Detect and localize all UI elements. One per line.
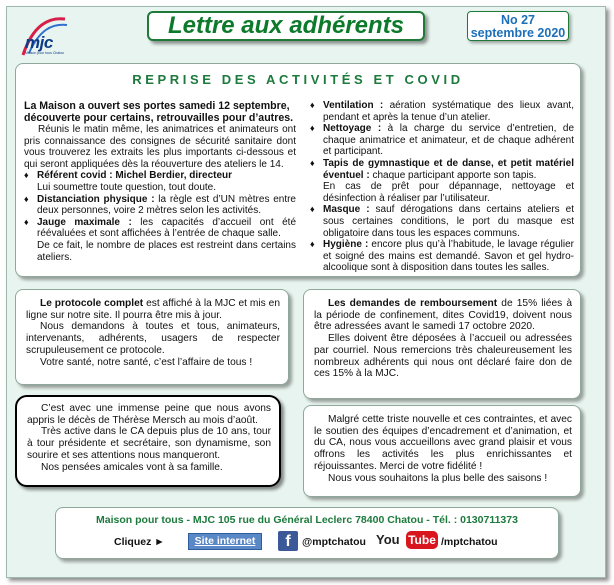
item-text: aération systématique des lieux avant, pendant et après la tenue d’un atelier. bbox=[323, 100, 574, 123]
item-sub: De ce fait, le nombre de places est restreint dans certains ateliers. bbox=[37, 239, 296, 263]
item-label: Hygiène : bbox=[323, 239, 369, 251]
item-text: les capacités d’accueil ont été réévaluées et sont affichées à l’entrée de chaque salle. bbox=[37, 216, 297, 240]
covid-item-nettoyage bbox=[310, 123, 574, 158]
item-text: chaque participant apporte son tapis. bbox=[369, 169, 537, 181]
malgre-p1: Malgré cette triste nouvelle et ces contraintes, et avec le soutien des équipes d’encadrement et d’animation, et du CA, nous vous accueillons avec grand plaisir et vous offrons les activités les plus enrichissantes et réjouissantes. Merci de votre fidélité ! bbox=[314, 414, 572, 472]
diamond-bullet-icon: ♦ bbox=[310, 239, 315, 250]
issue-number: No 27 bbox=[500, 13, 536, 27]
malgre-p2: Nous vous souhaitons la plus belle des saisons ! bbox=[328, 472, 548, 484]
footer-address: Maison pour tous - MJC 105 rue du Général Leclerc 78400 Chatou - Tél. : 0130711373 bbox=[96, 514, 518, 526]
item-text: sauf dérogations dans certains ateliers et sous certaines conditions, le port du masque est obligatoire dans tous les espaces communs. bbox=[323, 204, 574, 239]
protocole-p1-text: est affiché à la MJC et mis en ligne sur notre site. Il pourra être mis à jour. bbox=[26, 298, 280, 321]
covid-lead: La Maison a ouvert ses portes samedi 12 septembre, découverte pour certains, retrouvailles pour d’autres. bbox=[24, 100, 294, 124]
facebook-icon[interactable]: f bbox=[278, 531, 298, 551]
diamond-bullet-icon: ♦ bbox=[310, 204, 315, 215]
therese-text bbox=[27, 403, 271, 473]
item-text: la règle est d’UN mètres entre deux personnes, voire 2 mètres selon les activités. bbox=[37, 193, 296, 217]
mjc-logo bbox=[15, 15, 73, 57]
remboursement-p2: Elles doivent être déposées à l’accueil ou adressées par courriel. Nous remercions très chaleureusement les nombreux adhérents qui nous ont déclaré faire don de ces 15% à la MJC. bbox=[314, 333, 572, 380]
protocole-text bbox=[26, 298, 280, 368]
protocole-p2: Nous demandons à toutes et tous, animateurs, intervenants, adhérents, usagers de respecter scrupuleusement ce protocole. bbox=[26, 321, 280, 356]
youtube-icon[interactable]: Tube bbox=[406, 531, 438, 549]
item-label: Ventilation : bbox=[323, 100, 384, 111]
remboursement-p1 bbox=[314, 298, 572, 333]
covid-item-tapis bbox=[310, 158, 574, 204]
protocole-p3: Votre santé, notre santé, c’est l’affaire de tous ! bbox=[40, 356, 253, 368]
item-label: Tapis de gymnastique et de danse, et petit matériel éventuel : bbox=[323, 157, 574, 181]
diamond-bullet-icon: ♦ bbox=[24, 216, 29, 227]
covid-left-column bbox=[24, 100, 296, 263]
item-text: encore plus qu’à l’habitude, le lavage régulier et soigné des mains est demandé. Savon et gel hydro-alcoolique sont à disposition dans toutes les salles. bbox=[323, 239, 574, 274]
protocole-box bbox=[15, 289, 289, 385]
item-label: Masque : bbox=[323, 204, 370, 216]
newsletter-title: Lettre aux adhérents bbox=[167, 12, 405, 39]
malgre-box bbox=[303, 405, 581, 497]
covid-section-title: REPRISE DES ACTIVITÉS ET COVID bbox=[132, 72, 464, 87]
item-label: Distanciation physique : bbox=[37, 193, 155, 205]
logo-text: mjc bbox=[25, 33, 53, 52]
footer-box bbox=[55, 507, 559, 559]
covid-intro: Réunis le matin même, les animatrices et animateurs ont pris connaissance des consignes de sécurité sanitaire dont vous trouverez les extraits les plus importants ci-dessous et qui seront appliquées dès la réouverture des ateliers le 14. bbox=[24, 124, 296, 170]
malgre-text bbox=[314, 414, 572, 484]
protocole-bold: Le protocole complet bbox=[40, 298, 144, 309]
remboursement-box bbox=[303, 289, 581, 399]
covid-item-masque bbox=[310, 204, 574, 239]
item-text: à la charge du service d’entretien, de chaque animatrice et animateur, et de chaque adhérent et participant. bbox=[323, 123, 574, 158]
therese-p2: Très active dans le CA depuis plus de 10 ans, tour à tour présidente et secrétaire, son dynamisme, son sourire et ses attentions nous manqueront. bbox=[27, 426, 271, 461]
diamond-bullet-icon: ♦ bbox=[24, 170, 29, 181]
issue-box bbox=[467, 11, 569, 41]
cliquez-label: Cliquez ► bbox=[114, 536, 165, 548]
diamond-bullet-icon: ♦ bbox=[310, 100, 315, 110]
covid-item-referent bbox=[24, 170, 296, 193]
covid-item-distanciation bbox=[24, 194, 296, 217]
protocole-p1 bbox=[26, 298, 280, 321]
issue-date: septembre 2020 bbox=[470, 26, 566, 40]
covid-right-column bbox=[310, 100, 574, 274]
remboursement-bold: Les demandes de remboursement bbox=[328, 298, 498, 309]
facebook-handle[interactable]: @mptchatou bbox=[302, 536, 366, 548]
youtube-handle[interactable]: /mptchatou bbox=[441, 536, 498, 548]
logo-subtitle: Maison pour tous Chatou bbox=[25, 51, 65, 55]
item-sub: En cas de prêt pour dépannage, nettoyage et désinfection à réaliser par l’utilisateur. bbox=[323, 181, 574, 204]
item-label: Nettoyage : bbox=[323, 123, 382, 135]
covid-item-jauge bbox=[24, 217, 296, 263]
diamond-bullet-icon: ♦ bbox=[24, 193, 29, 204]
newsletter-title-box bbox=[147, 11, 425, 41]
item-sub: Lui soumettre toute question, tout doute. bbox=[37, 181, 217, 193]
remboursement-p1-text: de 15% liées à la période de confinement, dites Covid19, doivent nous être adressées avant le samedi 17 octobre 2020. bbox=[314, 298, 572, 333]
covid-item-hygiene bbox=[310, 239, 574, 274]
covid-section bbox=[15, 63, 581, 277]
youtube-logo-you[interactable]: You bbox=[376, 532, 400, 547]
site-internet-link[interactable]: Site internet bbox=[188, 533, 262, 550]
item-label: Jauge maximale : bbox=[37, 216, 132, 228]
remboursement-text bbox=[314, 298, 572, 380]
therese-p3: Nos pensées amicales vont à sa famille. bbox=[41, 461, 223, 473]
therese-memorial-box bbox=[15, 395, 281, 487]
therese-p1: C’est avec une immense peine que nous avons appris le décès de Thérèse Mersch au mois d’août. bbox=[27, 403, 271, 426]
newsletter-page bbox=[6, 6, 606, 578]
diamond-bullet-icon: ♦ bbox=[310, 123, 315, 134]
diamond-bullet-icon: ♦ bbox=[310, 157, 315, 168]
item-label: Référent covid : Michel Berdier, directeur bbox=[37, 170, 233, 182]
covid-item-ventilation bbox=[310, 100, 574, 123]
